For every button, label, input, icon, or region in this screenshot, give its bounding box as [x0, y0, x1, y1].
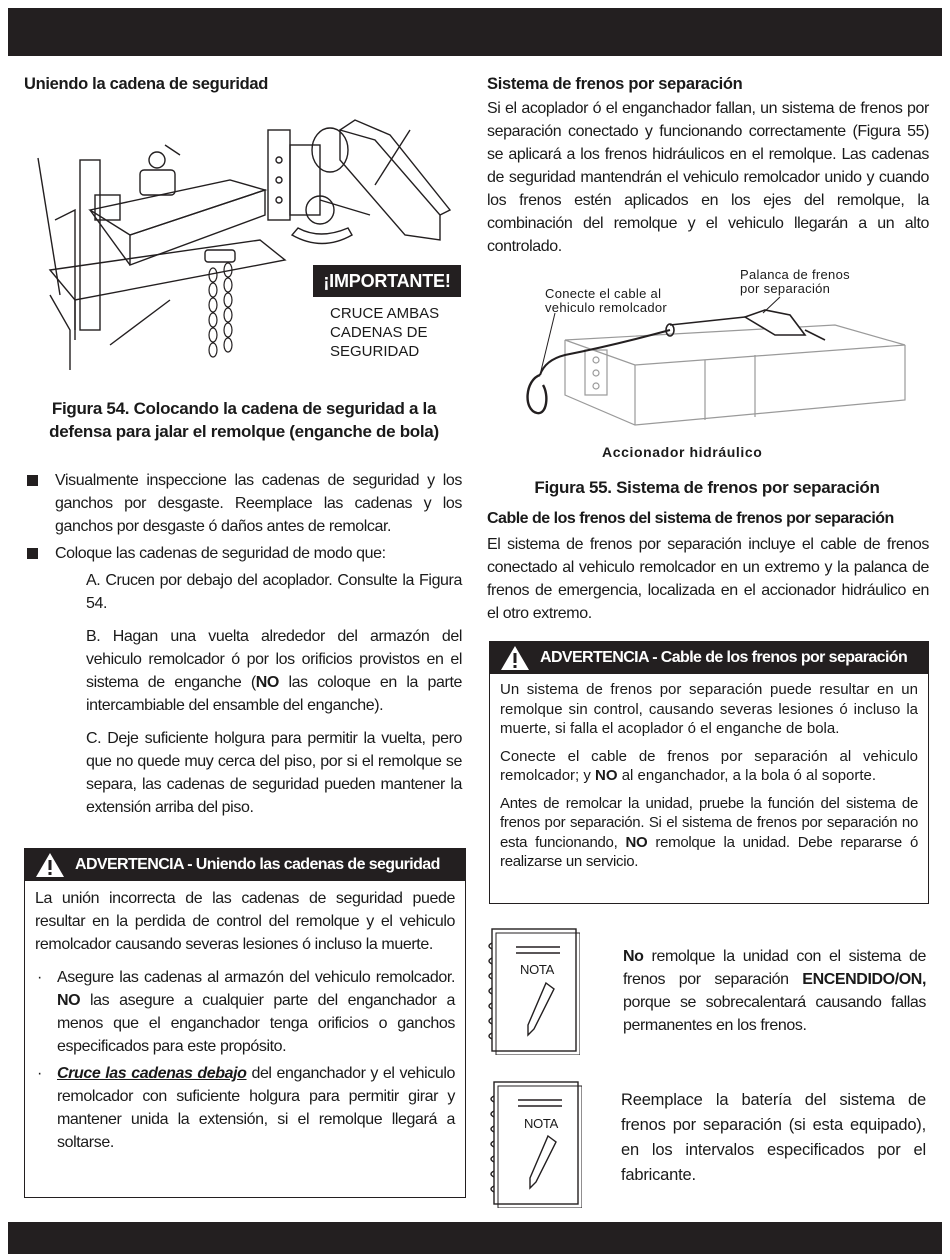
header-bar [8, 8, 942, 56]
figure-54-caption: Figura 54. Colocando la cadena de seguridad a la defensa para jalar el remolque (enganche de bola) [49, 399, 439, 441]
notepad-icon [490, 1078, 582, 1208]
footer-bar [8, 1222, 942, 1254]
sub-item-b: B. Hagan una vuelta alrededor del armazón del vehiculo remolcador ó por los orificios provistos en el sistema de enganche (NO las coloque en la parte intercambiable del ensamble del enganche). [86, 628, 462, 714]
warning-box-breakaway-cable [489, 641, 929, 904]
note-text: Reemplace la batería del sistema de frenos por separación (si esta equipado), en los intervalos especificados por el fabricante. [621, 1091, 926, 1184]
list-item: Visualmente inspeccione las cadenas de seguridad y los ganchos por desgaste. Reemplace las cadenas y los ganchos por desgaste ó daños antes de remolcar. [24, 469, 462, 538]
notepad-icon [488, 925, 580, 1055]
warning-header: ADVERTENCIA - Uniendo las cadenas de seguridad [25, 849, 465, 881]
warning-text: La unión incorrecta de las cadenas de seguridad puede resultar en la perdida de control del remolque y el vehiculo remolcador causando severas lesiones ó incluso la muerte. [35, 890, 455, 953]
warning-header: ADVERTENCIA - Cable de los frenos por separación [490, 642, 928, 674]
note-text: No remolque la unidad con el sistema de frenos por separación ENCENDIDO/ON, porque se sobrecalentará causando fallas permanentes en los frenos. [623, 948, 926, 1034]
warning-triangle-icon [35, 852, 65, 878]
sub-item-a: A. Crucen por debajo del acoplador. Consulte la Figura 54. [86, 572, 462, 612]
section-heading-safety-chain: Uniendo la cadena de seguridad [24, 75, 269, 93]
sub-item-c: C. Deje suficiente holgura para permitir la vuelta, pero que no quede muy cerca del piso, por si el remolque se separa, las cadenas de seguridad pueden mantener la extensión arriba del piso. [86, 730, 462, 816]
warning-triangle-icon [500, 645, 530, 671]
list-item: Coloque las cadenas de seguridad de modo que: [24, 542, 462, 565]
note-icon-label: NOTA [524, 1116, 558, 1131]
warning-text: Un sistema de frenos por separación puede resultar en un remolque sin control, causando severas lesiones ó incluso la muerte, si falla el acoplador ó el enganche de bola. [500, 681, 918, 737]
section-heading-breakaway: Sistema de frenos por separación [487, 75, 743, 93]
note-icon-label: NOTA [520, 962, 554, 977]
label-hydraulic-actuator: Accionador hidráulico [602, 444, 763, 460]
warning-text: Antes de remolcar la unidad, pruebe la función del sistema de frenos por separación. Si el sistema de frenos por separación no esta funcionando, NO remolque la unidad. Debe repararse ó realizarse un servicio. [500, 794, 918, 870]
warning-item: · Asegure las cadenas al armazón del vehiculo remolcador. NO las asegure a cualquier parte del enganchador a menos que el enganchador tenga orificios o ganchos especificados para este propósito. [37, 969, 455, 1055]
warning-text: Conecte el cable de frenos por separación al vehiculo remolcador; y NO al enganchador, a la bola ó al soporte. [500, 747, 918, 784]
inspection-list [24, 469, 462, 819]
warning-box-chains [24, 848, 466, 1198]
important-label: ¡IMPORTANTE! [313, 265, 461, 297]
figure-55-caption: Figura 55. Sistema de frenos por separación [534, 478, 880, 497]
bullet-square-icon [27, 475, 38, 486]
label-breakaway-lever: Palanca de frenos por separación [740, 267, 850, 296]
label-connect-cable: Conecte el cable al vehiculo remolcador [545, 286, 668, 315]
important-text: CRUCE AMBAS CADENAS DE SEGURIDAD [330, 305, 440, 360]
warning-item: · Cruce las cadenas debajo del enganchador y el vehiculo remolcador con suficiente holgura para permitir girar y mantener unida la extensión, si el remolque llegará a soltarse. [37, 1065, 455, 1151]
bullet-square-icon [27, 548, 38, 559]
breakaway-intro: Si el acoplador ó el enganchador fallan, un sistema de frenos por separación conectado y funcionando correctamente (Figura 55) se aplicará a los frenos hidráulicos en el remolque. Las cadenas de seguridad mantendrán el vehiculo remolcador unido y cuando los frenos estén aplicados en los ejes del remolque, la combinación del remolque y el vehiculo llegarán a un alto controlado. [487, 100, 929, 255]
section-heading-breakaway-cable: Cable de los frenos del sistema de frenos por separación [487, 510, 894, 527]
breakaway-cable-text: El sistema de frenos por separación incluye el cable de frenos conectado al vehiculo remolcador en un extremo y la palanca de frenos de emergencia, localizada en el accionador hidráulico en el otro extremo. [487, 536, 929, 622]
